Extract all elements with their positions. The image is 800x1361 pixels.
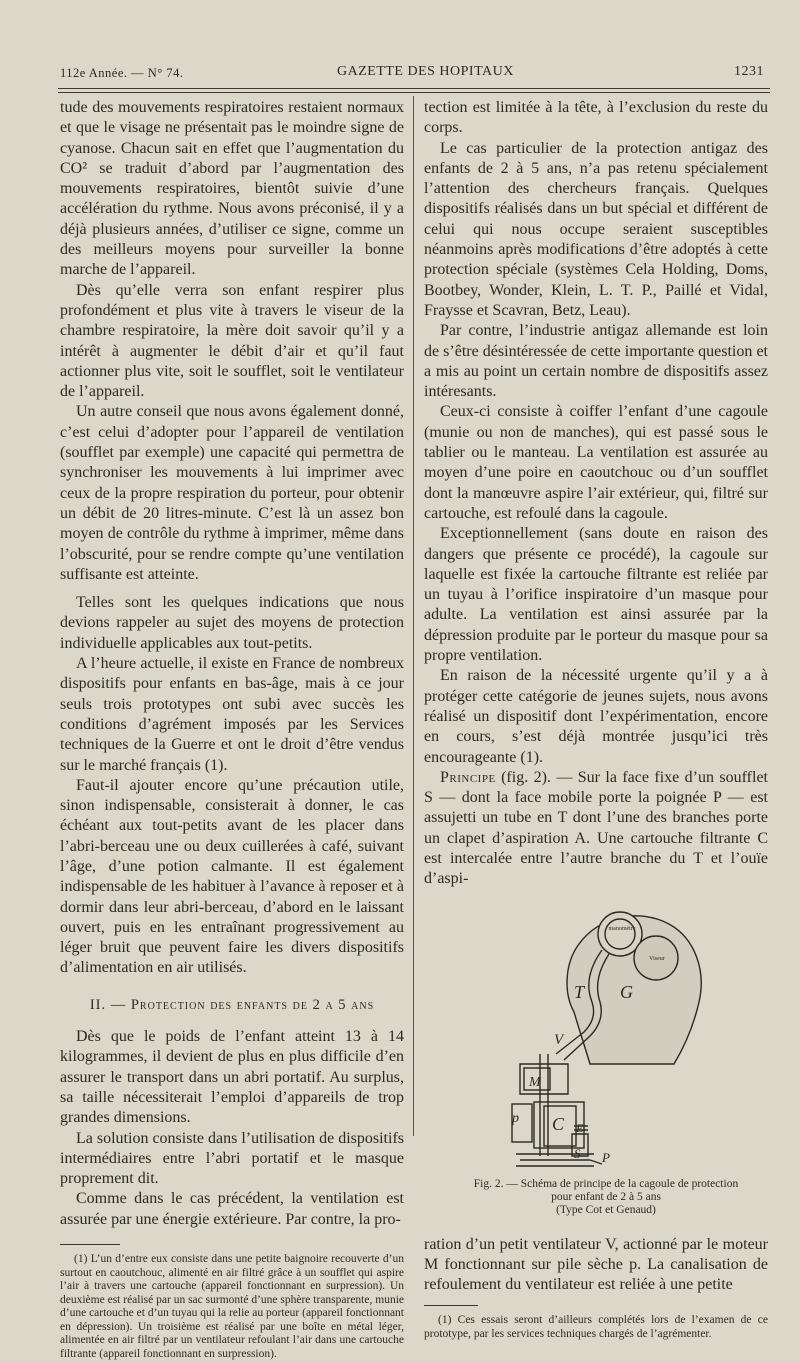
- principle-text: (fig. 2). — Sur la face fixe d’un soufflet S — dont la face mobile porte la poignée P — est assujetti un tube en T dont l’une des branches porte un clapet d’aspiration A. Une cartouche filtrante C est intercalée entre l’autre branche du T et l’ouïe d’aspi-: [424, 768, 768, 888]
- paragraph: La solution consiste dans l’utilisation de dispositifs intermédiaires entre l’abri portatif et le masque proprement dit.: [60, 1129, 404, 1188]
- label-viseur: Viseur: [649, 955, 665, 962]
- label-t: T: [574, 981, 585, 1002]
- caption-line: (Type Cot et Genaud): [556, 1203, 656, 1216]
- paragraph: Par contre, l’industrie antigaz allemande est loin de s’être désintéressée de cette importante question et a mis au point un certain nombre de dispositifs assez intéresants.: [424, 322, 768, 401]
- section-heading: II. — Protection des enfants de 2 a 5 ans: [89, 996, 375, 1013]
- caption-line: Fig. 2. — Schéma de principe de la cagoule de protection: [473, 1177, 739, 1190]
- label-p-small: p: [512, 1110, 519, 1126]
- header-rule: [58, 88, 770, 89]
- paragraph: A l’heure actuelle, il existe en France de nombreux dispositifs pour enfants en bas-âge, mais à ce jour seuls trois prototypes ont subi avec succès les conditions d’agrément imposés par les Services techniques de la Guerre et ont le droit d’être vendus sur le marché français (1).: [60, 655, 404, 774]
- paragraph: ration d’un petit ventilateur V, actionné par le moteur M fonctionnant sur pile sèche p. La canalisation de refoulement du ventilateur est reliée à une petite: [424, 1235, 768, 1294]
- page-number: 1231: [734, 64, 764, 79]
- caption-line: pour enfant de 2 à 5 ans: [551, 1190, 661, 1203]
- paragraph: Ceux-ci consiste à coiffer l’enfant d’une cagoule (munie ou non de manches), qui est passé sous le tablier ou le manteau. La ventilation est assurée au moyen d’une poire en caoutchouc ou d’un soufflet dont la manœuvre aspire l’air extérieur, qui, filtré sur cartouche, est refoulé dans la cagoule.: [424, 403, 768, 522]
- paragraph: Dès qu’elle verra son enfant respirer plus profondément et plus vite à travers le viseur de la chambre respiratoire, la mère doit savoir qu’il y a intérêt à augmenter le débit d’air et qu’il faut actionner plus vite, soit le soufflet, soit le ventilateur de l’appareil.: [60, 281, 404, 401]
- footnote-rule: [424, 1305, 478, 1306]
- label-g: G: [620, 981, 633, 1002]
- paragraph: Faut-il ajouter encore qu’une précaution utile, sinon indispensable, consisterait à donner, le cas échéant aux tout-petits avant de les placer dans l’abri-berceau une ou deux cuillerées à café, suivant l’âge, d’une potion calmante. Il est également indispensable de les habituer à l’avance à reposer et à dormir dans leur abri-berceau, d’abord en le laissant ouvert, puis en les entraînant progressivement au léger bruit que peuvent faire les divers dispositifs d’alimentation en air utilisés.: [60, 776, 404, 977]
- label-manometre: manomètre: [608, 925, 636, 932]
- principle-label: Principe: [440, 768, 496, 786]
- paragraph: Telles sont les quelques indications que nous devions rappeler au sujet des moyens de protection individuelle applicables aux tout-petits.: [60, 594, 404, 652]
- paragraph: tection est limitée à la tête, à l’exclusion du reste du corps.: [424, 99, 768, 137]
- left-column: [60, 98, 404, 1361]
- label-m: M: [529, 1074, 541, 1090]
- paragraph: Dès que le poids de l’enfant atteint 13 à 14 kilogrammes, il devient de plus en plus difficile d’en assurer le transport dans un abri portatif. Au surplus, sa taille nécessiterait l’emploi d’appareils de trop grandes dimensions.: [60, 1028, 404, 1127]
- column-divider: [413, 96, 414, 1136]
- paragraph: Exceptionnellement (sans doute en raison des dangers que présente ce procédé), la cagoule sur laquelle est fixée la cartouche filtrante est reliée par un tuyau à l’orifice inspiratoire d’un masque pour adulte. La ventilation est ainsi assurée par la dépression produite par le porteur du masque pour sa propre ventilation.: [424, 525, 768, 665]
- footnote: [424, 1314, 768, 1341]
- footnote-text: (1) Ces essais seront d’ailleurs complétés lors de l’examen de ce prototype, par les services techniques chargés de l’agrémenter.: [424, 1314, 768, 1340]
- label-e: E: [576, 1120, 584, 1135]
- figure-2-diagram: [424, 894, 768, 1172]
- hood-schematic: [424, 894, 768, 1172]
- header-rule-thin: [58, 92, 770, 93]
- paragraph: tude des mouvements respiratoires restaient normaux et que le visage ne présentait pas le moindre signe de cyanose. Chacun sait en effet que l’augmentation du CO² se traduit d’abord par l’augmentation des mouvements respiratoires, bientôt suivie d’une accélération du rythme. Nous avons préconisé, il y a déjà plusieurs années, d’utiliser ce signe, comme un des meilleurs moyens pour surveiller la bonne marche de l’appareil.: [60, 99, 404, 279]
- label-v: V: [554, 1031, 564, 1048]
- paragraph: En raison de la nécessité urgente qu’il y a à protéger cette catégorie de jeunes sujets, nous avons réalisé un dispositif dont l’expérimentation, encore en cours, s’est déjà montrée jusqu’ici très encourageante (1).: [424, 667, 768, 766]
- paragraph: Le cas particulier de la protection antigaz des enfants de 2 à 5 ans, n’a pas retenu spécialement l’attention des chercheurs français. Quelques dispositifs réalisés dans un but spécial et différent de celui qui nous occupe seraient susceptibles néanmoins après modifications d’être adoptés à cette protection spéciale (systèmes Cela Holding, Doms, Bootbey, Wonder, Klein, L. T. P., Paillé et Vidal, Fraysse et Scavran, Betz, Leau).: [424, 139, 768, 319]
- footnote-text: (1) L’un d’entre eux consiste dans une petite baignoire recouverte d’un surtout en caoutchouc, alimenté en air filtré grâce à un soufflet qui aspire l’air à travers une cartouche (appareil fonctionnant en surpression). Un deuxième est réalisé par un sac surmonté d’une sphère transparente, munie d’une cartouche et d’un tuyau qui la relie au porteur (appareil fonctionnant en dépression). Un troisième est réalisé par une boîte en métal léger, alimentée en air filtré par un ventilateur refoulant l’air dans une cartouche filtrante (appareil fonctionnant en surpression).: [60, 1253, 404, 1360]
- journal-title: GAZETTE DES HOPITAUX: [337, 64, 514, 79]
- footnote-rule: [60, 1244, 120, 1245]
- page-header: [60, 64, 770, 86]
- right-column: [424, 98, 768, 1341]
- label-c: C: [552, 1113, 565, 1134]
- footnote: [60, 1253, 404, 1361]
- label-s: S: [574, 1145, 581, 1161]
- issue-info: 112e Année. — N° 74.: [60, 66, 184, 80]
- label-p-big: P: [602, 1149, 610, 1165]
- paragraph: Un autre conseil que nous avons également donné, c’est celui d’adopter pour l’appareil de ventilation (soufflet par exemple) une capacité qui permettra de synchroniser les mouvements à lui imprimer avec ceux de la propre respiration du porteur, pour obtenir un débit de 20 litres-minute. C’est là un assez bon moyen de contrôle du rythme à imprimer, même dans l’obscurité, pour se rendre compte qu’une ventilation suffisante est atteinte.: [60, 403, 404, 583]
- paragraph: [424, 768, 768, 890]
- paragraph: Comme dans le cas précédent, la ventilation est assurée par une énergie extérieure. Par contre, la pro-: [60, 1190, 404, 1228]
- figure-caption: [424, 1178, 768, 1217]
